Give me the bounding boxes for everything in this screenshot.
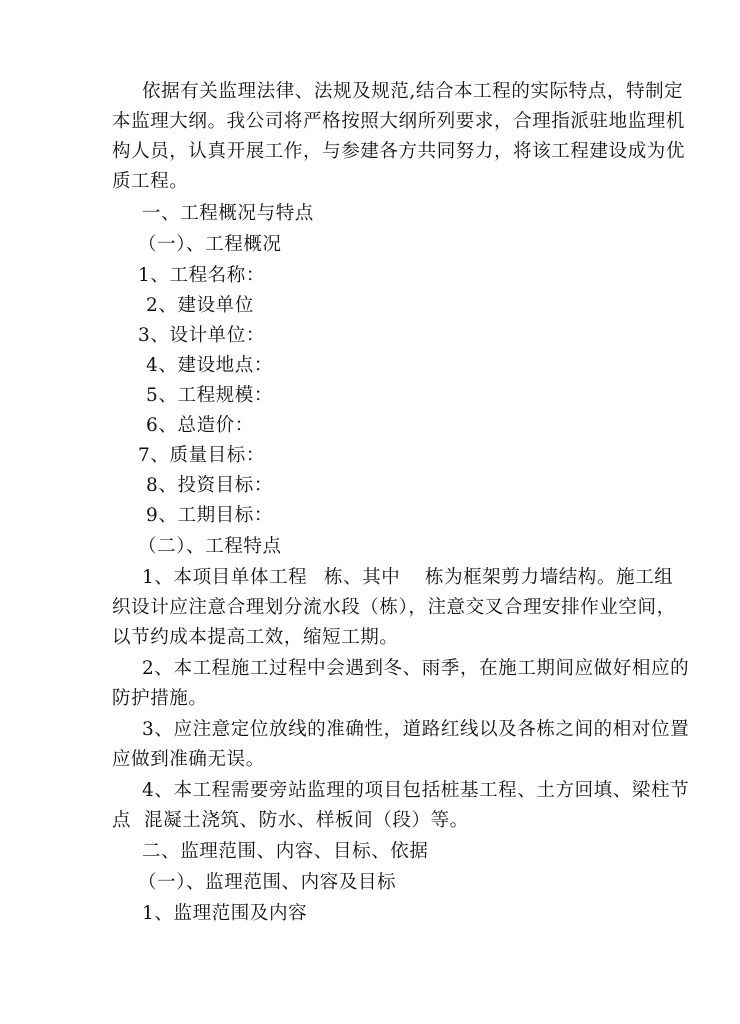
subsection-1-1-heading: （一）、工程概况 xyxy=(138,234,282,255)
list-item-scale: 5、工程规模： xyxy=(146,385,273,406)
list-item-quality-target: 7、质量目标： xyxy=(138,445,265,466)
feature-2-line-2: 防护措施。 xyxy=(112,688,208,709)
feature-1-part-a: 1、本项目单体工程 xyxy=(142,567,308,588)
section-1-heading: 一、工程概况与特点 xyxy=(142,203,314,224)
list-item-schedule-target: 9、工期目标： xyxy=(146,505,273,526)
list-item-total-cost: 6、总造价： xyxy=(146,415,254,436)
list-item-scope-content: 1、监理范围及内容 xyxy=(142,903,308,924)
intro-line-3: 构人员，认真开展工作，与参建各方共同努力，将该工程建设成为优 xyxy=(112,141,686,162)
intro-line-1: 依据有关监理法律、法规及规范,结合本工程的实际特点，特制定 xyxy=(142,81,684,102)
feature-1-part-c: 栋为框架剪力墙结构。施工组 xyxy=(425,567,674,588)
feature-4-line-2: 点 混凝土浇筑、防水、样板间（段）等。 xyxy=(112,810,469,831)
list-item-designer: 3、设计单位： xyxy=(138,325,265,346)
list-item-client: 2、建设单位 xyxy=(146,295,254,316)
feature-1-part-b: 栋、其中 xyxy=(324,567,401,588)
subsection-2-1-heading: （一）、监理范围、内容及目标 xyxy=(138,872,397,893)
intro-line-4: 质工程。 xyxy=(112,171,189,192)
list-item-investment-target: 8、投资目标： xyxy=(146,475,273,496)
feature-3-line-2: 应做到准确无误。 xyxy=(112,749,265,770)
subsection-1-2-heading: （二）、工程特点 xyxy=(138,536,282,557)
feature-3-line-1: 3、应注意定位放线的准确性，道路红线以及各栋之间的相对位置 xyxy=(142,719,690,740)
list-item-location: 4、建设地点： xyxy=(146,355,273,376)
feature-1-line-2: 织设计应注意合理划分流水段（栋），注意交叉合理安排作业空间， xyxy=(112,597,676,618)
intro-line-2: 本监理大纲。我公司将严格按照大纲所列要求，合理指派驻地监理机 xyxy=(112,111,686,132)
section-2-heading: 二、监理范围、内容、目标、依据 xyxy=(142,841,429,862)
feature-4-line-1: 4、本工程需要旁站监理的项目包括桩基工程、土方回填、梁柱节 xyxy=(142,780,690,801)
list-item-project-name: 1、工程名称： xyxy=(138,265,265,286)
feature-1-line-3: 以节约成本提高工效，缩短工期。 xyxy=(112,627,399,648)
feature-2-line-1: 2、本工程施工过程中会遇到冬、雨季，在施工期间应做好相应的 xyxy=(142,658,690,679)
